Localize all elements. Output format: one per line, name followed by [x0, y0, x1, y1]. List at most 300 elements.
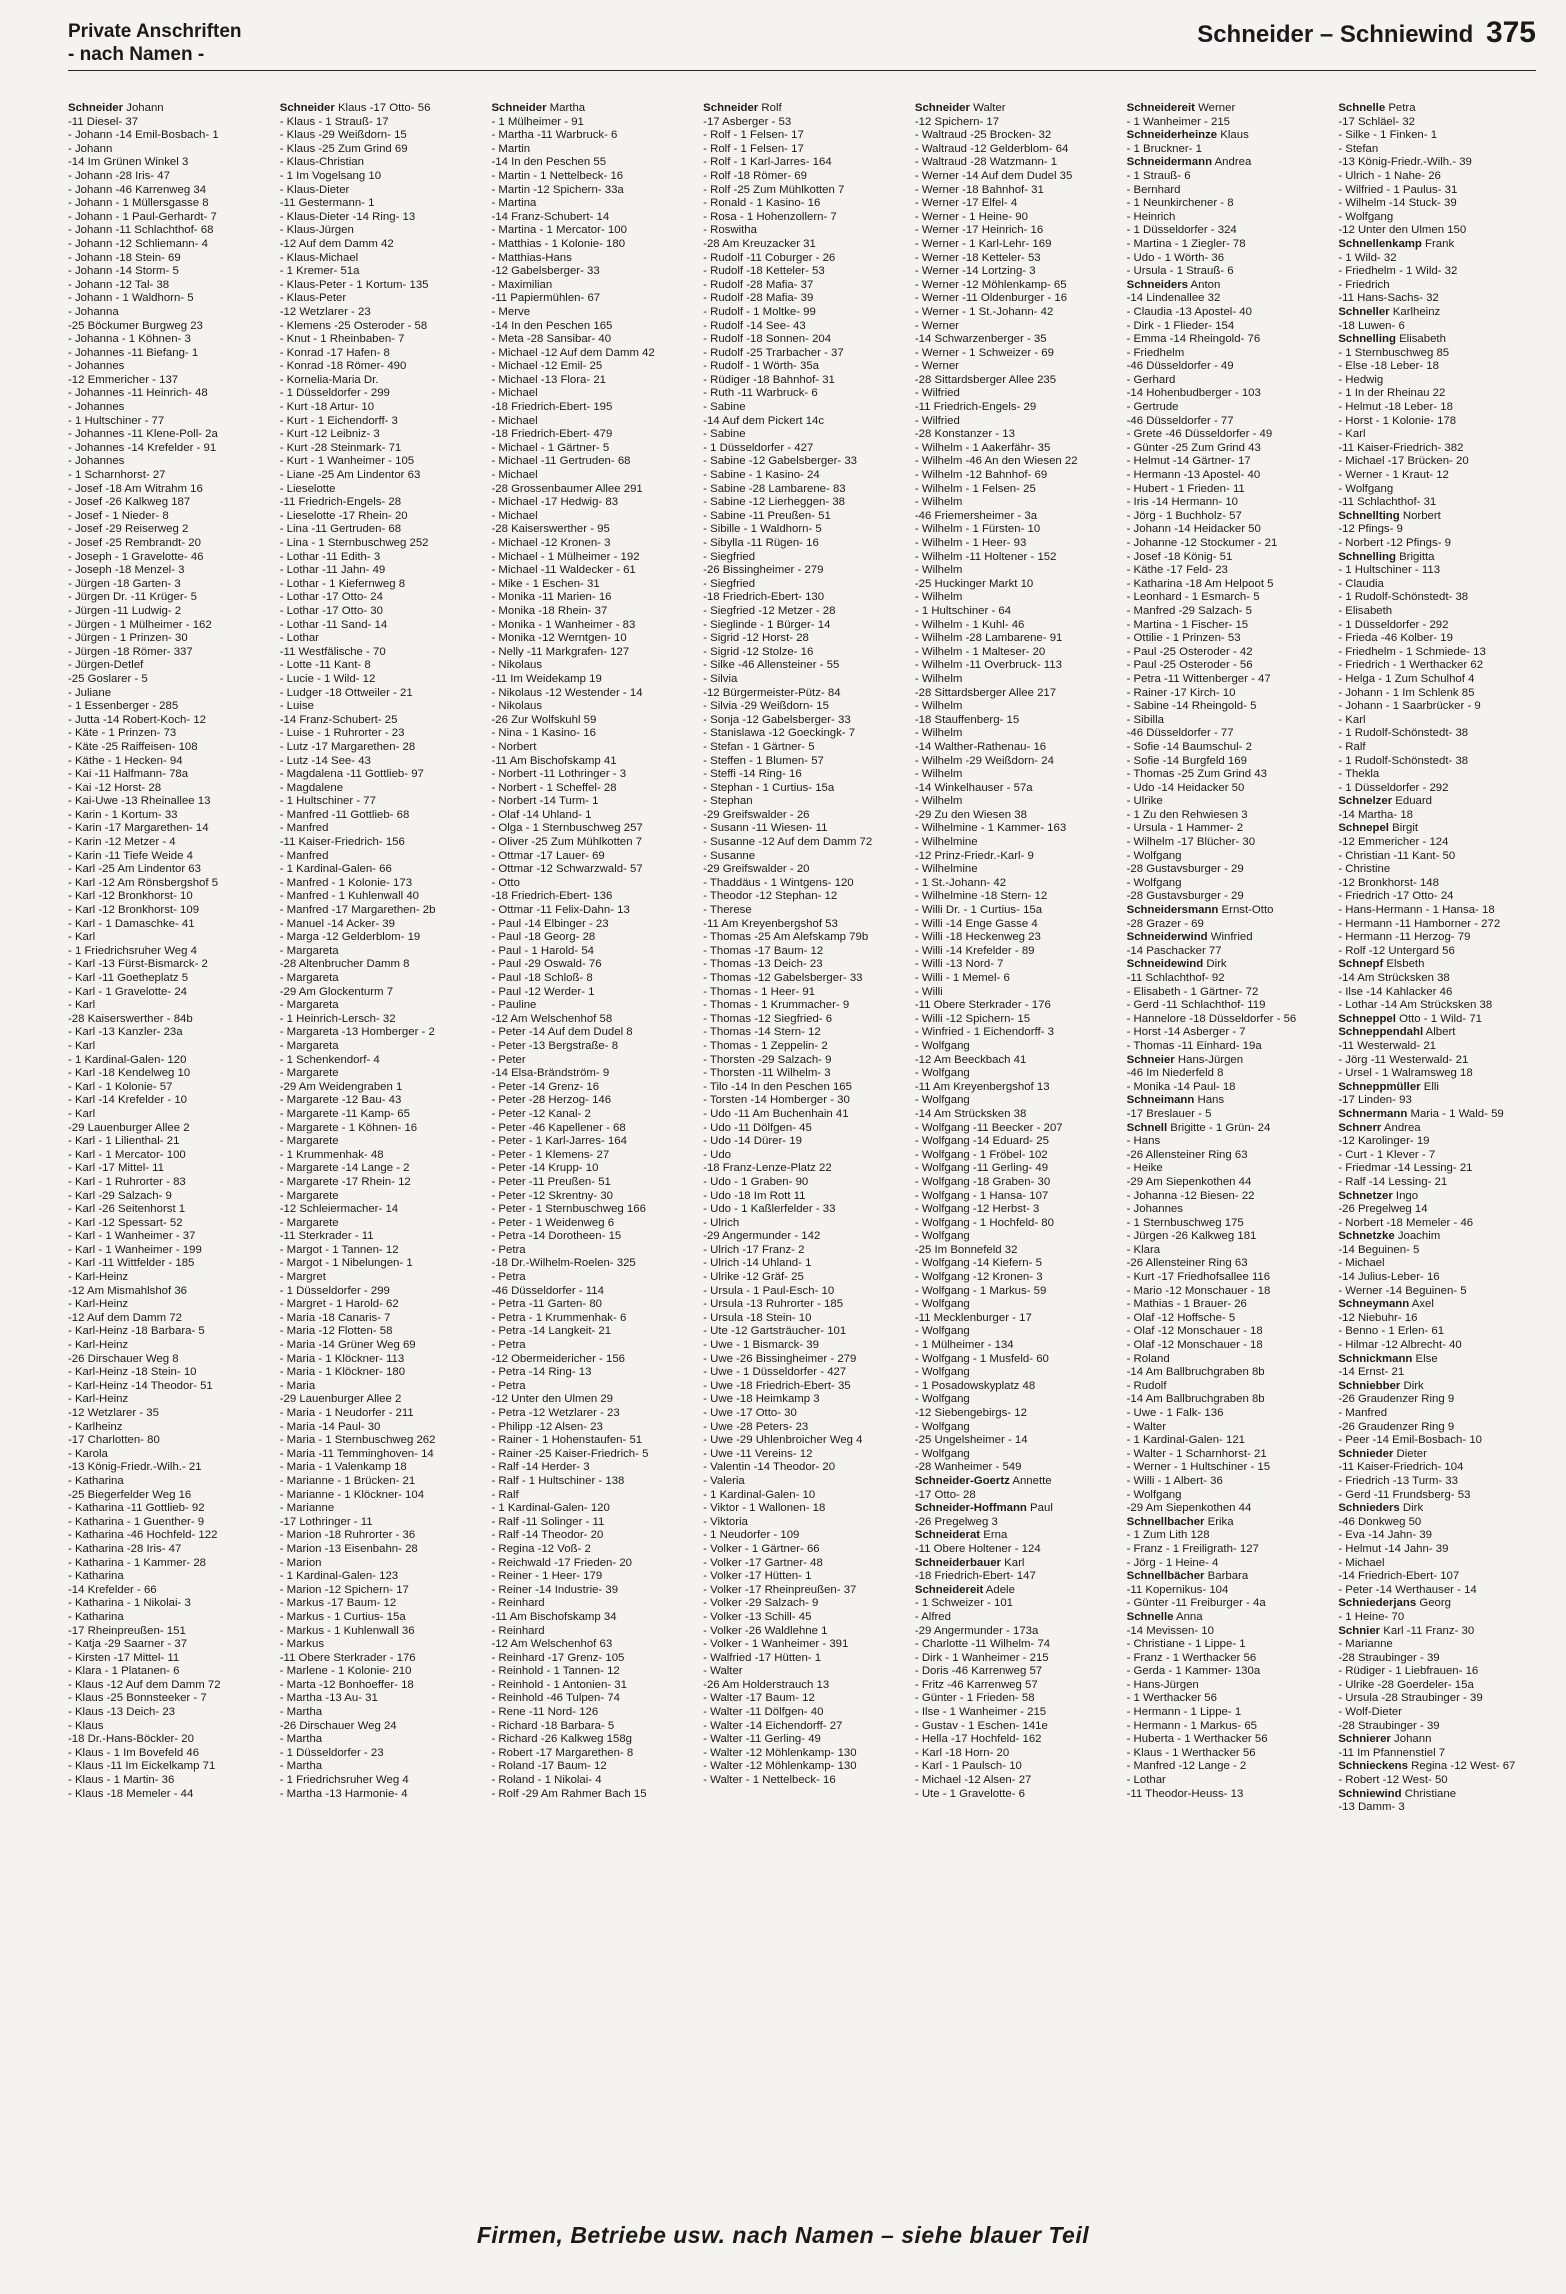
- directory-entry: - Reinhard: [491, 1597, 545, 1610]
- directory-entry: - Martha: [279, 1760, 323, 1773]
- directory-entry: - Marianne: [1338, 1638, 1393, 1651]
- directory-entry: - 1 Düsseldorfer - 427: [703, 441, 814, 454]
- directory-entry: - Wilhelm - 1 Aakerfähr- 35: [914, 441, 1051, 454]
- directory-entry: - Curt - 1 Klever - 7: [1338, 1148, 1436, 1161]
- directory-entry: - Friedrich -17 Otto- 24: [1338, 890, 1454, 903]
- directory-entry: -46 Düsseldorfer - 77: [1126, 414, 1234, 427]
- directory-entry: - Johanne -12 Stockumer - 21: [1126, 537, 1278, 549]
- directory-entry: - Susann -11 Wiesen- 11: [703, 822, 828, 835]
- directory-entry: - Petra -12 Wetzlarer - 23: [491, 1407, 620, 1419]
- directory-entry: - Lotte -11 Kant- 8: [279, 659, 371, 672]
- directory-entry: - Helmut -14 Gärtner- 17: [1126, 455, 1251, 468]
- directory-entry: - Christiane - 1 Lippe- 1: [1126, 1638, 1246, 1651]
- directory-entry: - Wolfgang - 1 Musfeld- 60: [914, 1352, 1049, 1365]
- directory-entry: - Peter -12 Kanal- 2: [491, 1107, 591, 1120]
- directory-entry: Schneier Hans-Jürgen: [1126, 1053, 1244, 1066]
- directory-entry: - Manfred: [279, 822, 329, 835]
- directory-entry: -11 Obere Holtener - 124: [914, 1542, 1041, 1555]
- directory-entry: - Margot - 1 Nibelungen- 1: [279, 1257, 413, 1270]
- directory-entry: - Thomas -11 Einhard- 19a: [1126, 1039, 1262, 1052]
- section-title-line-1: Private Anschriften: [68, 21, 242, 42]
- directory-entry: - 1 Neudorfer - 109: [703, 1529, 800, 1542]
- directory-entry: - Josef -29 Reiserweg 2: [68, 523, 189, 536]
- directory-entry: -29 Zu den Wiesen 38: [914, 808, 1027, 821]
- directory-entry: - Viktoria: [703, 1515, 748, 1528]
- directory-entry: - Johannes -11 Klene-Poll- 2a: [68, 428, 218, 441]
- directory-entry: - Steffi -14 Ring- 16: [703, 768, 802, 781]
- directory-entry: - 1 In der Rheinau 22: [1338, 387, 1446, 400]
- directory-entry: Schniewind Christiane: [1338, 1787, 1457, 1800]
- directory-entry: - Kai-Uwe -13 Rheinallee 13: [68, 795, 211, 808]
- directory-entry: - Manfred -17 Margarethen- 2b: [279, 904, 436, 917]
- directory-entry: - Valentin -14 Theodor- 20: [703, 1461, 836, 1474]
- directory-entry: - Friedhelm - 1 Schmiede- 13: [1338, 645, 1486, 658]
- directory-entry: -18 Friedrich-Ebert- 130: [703, 591, 825, 604]
- directory-entry: -12 Wetzlarer - 23: [279, 305, 371, 318]
- directory-entry: - Werner -18 Ketteler- 53: [914, 251, 1041, 264]
- directory-entry: - Ute -12 Gartsträucher- 101: [703, 1325, 847, 1338]
- directory-entry: - Käthe -17 Feld- 23: [1126, 564, 1228, 577]
- directory-entry: Schnieckens Regina -12 West- 67: [1338, 1760, 1516, 1773]
- directory-entry: -17 Rheinpreußen- 151: [68, 1624, 186, 1637]
- directory-entry: - Reinhold -46 Tulpen- 74: [491, 1692, 620, 1705]
- directory-entry: - Klaus-Michael: [279, 251, 359, 264]
- directory-entry: - 1 Kardinal-Galen- 66: [279, 863, 392, 876]
- directory-entry: -17 Lothringer - 11: [279, 1515, 373, 1528]
- directory-entry: - Waltraud -28 Watzmann- 1: [914, 156, 1058, 169]
- directory-entry: - Olaf -12 Monschauer - 18: [1126, 1325, 1263, 1338]
- directory-entry: - Reinhold - 1 Tannen- 12: [491, 1665, 620, 1678]
- directory-entry: - Michael -11 Waldecker - 61: [491, 564, 636, 577]
- directory-entry: - Thomas - 1 Zeppelin- 2: [703, 1039, 828, 1052]
- directory-entry: - 1 Kremer- 51a: [279, 265, 360, 278]
- directory-entry: -17 Breslauer - 5: [1126, 1107, 1212, 1120]
- directory-entry: - Hans-Hermann - 1 Hansa- 18: [1338, 904, 1495, 917]
- directory-entry: - Volker -17 Rheinpreußen- 37: [703, 1583, 857, 1596]
- directory-entry: Schnickmann Else: [1338, 1352, 1438, 1365]
- directory-entry: - 1 Sternbuschweg 175: [1126, 1216, 1244, 1229]
- directory-entry: - Kornelia-Maria Dr.: [279, 373, 379, 386]
- directory-entry: Schnellbächer Barbara: [1126, 1570, 1249, 1583]
- directory-entry: - Wolfgang: [914, 1366, 970, 1379]
- directory-entry: - Karl-Heinz -18 Barbara- 5: [68, 1325, 205, 1338]
- directory-entry: - Olaf -14 Uhland- 1: [491, 808, 592, 821]
- directory-entry: - Karola: [68, 1447, 108, 1460]
- directory-entry: - Klaus -18 Memeler - 44: [68, 1787, 194, 1800]
- directory-entry: - Wolfgang: [914, 1325, 970, 1338]
- directory-entry: - Maria - 1 Klöckner- 180: [279, 1366, 406, 1379]
- directory-entry: -12 Am Welschenhof 58: [491, 1012, 613, 1025]
- running-head: [1197, 16, 1536, 50]
- directory-entry: - Knut - 1 Rheinbaben- 7: [279, 333, 405, 346]
- directory-entry: -11 Kaiser-Friedrich- 104: [1338, 1461, 1464, 1474]
- directory-entry: - Thomas -25 Zum Grind 43: [1126, 768, 1267, 781]
- directory-entry: -11 Theodor-Heuss- 13: [1126, 1787, 1244, 1800]
- directory-entry: Schniederjans Georg: [1338, 1597, 1452, 1610]
- directory-entry: - Johannes: [68, 360, 125, 373]
- directory-entry: - Sabine - 1 Kasino- 24: [703, 469, 820, 482]
- directory-entry: - Kirsten -17 Mittel- 11: [68, 1651, 180, 1664]
- directory-entry: Schneiderbauer Karl: [914, 1556, 1025, 1569]
- directory-entry: - Karl -25 Am Lindentor 63: [68, 863, 201, 876]
- directory-entry: - Martina: [491, 197, 537, 210]
- directory-entry: -14 Am Strücksken 38: [914, 1107, 1027, 1120]
- directory-entry: - Manfred - 1 Kolonie- 173: [279, 876, 413, 889]
- directory-entry: - Wilfried - 1 Paulus- 31: [1338, 183, 1458, 196]
- directory-entry: - Thomas - 1 Krummacher- 9: [703, 999, 850, 1012]
- directory-entry: -12 Emmericher - 124: [1338, 836, 1449, 849]
- directory-entry: - Martin - 1 Nettelbeck- 16: [491, 169, 624, 182]
- directory-entry: - Ulrike: [1126, 795, 1163, 808]
- directory-entry: - Reiner - 1 Heer- 179: [491, 1570, 603, 1583]
- directory-entry: -11 Am Kreyenbergshof 53: [703, 917, 838, 930]
- directory-entry: - Rainer -17 Kirch- 10: [1126, 686, 1236, 699]
- directory-entry: - Alfred: [914, 1610, 951, 1623]
- directory-entry: - Uwe - 1 Bismarck- 39: [703, 1339, 819, 1352]
- directory-entry: - Johannes -14 Krefelder - 91: [68, 441, 217, 454]
- directory-entry: -26 Dirschauer Weg 8: [68, 1352, 179, 1365]
- directory-entry: - Hans-Jürgen: [1126, 1678, 1199, 1691]
- directory-entry: - Magdalene: [279, 781, 344, 794]
- directory-entry: - Johann - 1 Im Schlenk 85: [1338, 686, 1475, 699]
- directory-entry: -26 Allensteiner Ring 63: [1126, 1257, 1248, 1270]
- directory-entry: - Marga -12 Gelderblom- 19: [279, 931, 421, 944]
- directory-entry: - 1 Kardinal-Galen- 120: [68, 1053, 187, 1066]
- directory-entry: - Marion: [279, 1556, 322, 1569]
- directory-entry: - Katharina - 1 Kammer- 28: [68, 1556, 207, 1569]
- directory-entry: Schneidewind Dirk: [1126, 958, 1227, 971]
- section-title: [68, 20, 242, 66]
- directory-entry: - Uwe -28 Peters- 23: [703, 1420, 809, 1433]
- directory-entry: Schnieders Dirk: [1338, 1502, 1424, 1515]
- directory-entry: - Johann -46 Karrenweg 34: [68, 183, 207, 196]
- directory-entry: - Helga - 1 Zum Schulhof 4: [1338, 672, 1475, 685]
- directory-entry: - Siegfried: [703, 550, 756, 563]
- directory-entry: - Paul -18 Georg- 28: [491, 931, 596, 944]
- directory-entry: - Wolfgang -14 Eduard- 25: [914, 1135, 1049, 1148]
- directory-entry: - Kurt -18 Artur- 10: [279, 401, 375, 414]
- directory-entry: - Walter -12 Möhlenkamp- 130: [703, 1746, 857, 1759]
- directory-entry: - Michael -12 Emil- 25: [491, 360, 603, 373]
- directory-entry: - Olaf -12 Hoffsche- 5: [1126, 1311, 1236, 1324]
- directory-entry: - Jürgen -26 Kalkweg 181: [1126, 1230, 1257, 1243]
- directory-entry: - Karl - 1 Kolonie- 57: [68, 1080, 173, 1093]
- directory-entry: - Grete -46 Düsseldorfer - 49: [1126, 428, 1273, 441]
- directory-entry: Schnetzer Ingo: [1338, 1189, 1419, 1202]
- directory-entry: - Wolfgang - 1 Hochfeld- 80: [914, 1216, 1054, 1229]
- directory-entry: - Michael - 1 Gärtner- 5: [491, 441, 610, 454]
- directory-entry: -17 Otto- 28: [914, 1488, 976, 1501]
- directory-entry: - Käte - 1 Prinzen- 73: [68, 727, 177, 740]
- directory-entry: - Ralf: [1338, 740, 1366, 753]
- directory-entry: Schnell Brigitte - 1 Grün- 24: [1126, 1121, 1271, 1134]
- directory-entry: - Thomas -13 Deich- 23: [703, 958, 823, 971]
- directory-entry: - Rudolf -11 Coburger - 26: [703, 251, 836, 264]
- directory-entry: - 1 Düsseldorfer - 292: [1338, 781, 1449, 794]
- directory-entry: - Kai -12 Horst- 28: [68, 781, 162, 794]
- directory-column: [1338, 102, 1538, 2212]
- directory-entry: - Doris -46 Karrenweg 57: [914, 1665, 1043, 1678]
- directory-entry: - Klaus - 1 Martin- 36: [68, 1774, 175, 1787]
- directory-entry: - Petra: [491, 1243, 526, 1256]
- directory-entry: Schneider-Hoffmann Paul: [914, 1502, 1053, 1515]
- directory-entry: - Günter -11 Freiburger - 4a: [1126, 1597, 1266, 1610]
- directory-entry: - Paul -25 Osteroder - 56: [1126, 659, 1253, 672]
- directory-entry: - Thomas -25 Am Alefskamp 79b: [703, 931, 869, 944]
- directory-entry: - Ralf - 1 Hultschiner - 138: [491, 1474, 625, 1487]
- directory-entry: - Wolfgang: [1126, 876, 1182, 889]
- directory-entry: -25 Ungelsheimer - 14: [914, 1434, 1028, 1447]
- directory-entry: - Margarete: [279, 1189, 339, 1202]
- directory-entry: - Walter: [1126, 1420, 1167, 1433]
- directory-entry: - Markus - 1 Kuhlenwall 36: [279, 1624, 415, 1637]
- directory-entry: - Margarete: [279, 1216, 339, 1229]
- directory-entry: - Monika -11 Marien- 16: [491, 591, 612, 604]
- directory-entry: - Karl - 1 Lilienthal- 21: [68, 1135, 180, 1148]
- directory-entry: - Ursula - 1 Hammer- 2: [1126, 822, 1244, 835]
- directory-entry: - Stefan - 1 Gärtner- 5: [703, 740, 815, 753]
- directory-entry: - Michael: [491, 414, 538, 427]
- directory-entry: - Kurt - 1 Wanheimer - 105: [279, 455, 415, 468]
- directory-entry: -26 Allensteiner Ring 63: [1126, 1148, 1248, 1161]
- directory-entry: -26 Pregelweg 3: [914, 1515, 998, 1528]
- directory-entry: - Walter - 1 Scharnhorst- 21: [1126, 1447, 1267, 1460]
- directory-entry: -28 Konstanzer - 13: [914, 428, 1015, 441]
- directory-entry: - Peter - 1 Karl-Jarres- 164: [491, 1135, 627, 1148]
- directory-entry: -26 Am Holderstrauch 13: [703, 1678, 830, 1691]
- directory-entry: -11 Friedrich-Engels- 29: [914, 401, 1037, 414]
- directory-entry: - Dirk - 1 Flieder- 154: [1126, 319, 1235, 332]
- directory-entry: - Ruth -11 Warbruck- 6: [703, 387, 818, 400]
- directory-entry: - Ursula - 1 Strauß- 6: [1126, 265, 1234, 278]
- directory-entry: -25 Goslarer - 5: [68, 672, 148, 685]
- directory-entry: - Maria -14 Grüner Weg 69: [279, 1339, 416, 1352]
- directory-entry: - 1 Düsseldorfer - 23: [279, 1746, 384, 1759]
- directory-entry: Schnepel Birgit: [1338, 822, 1419, 835]
- directory-entry: - Jürgen -18 Garten- 3: [68, 577, 181, 590]
- directory-entry: - Udo -18 Im Rott 11: [703, 1189, 806, 1202]
- directory-entry: - Norbert: [491, 740, 537, 753]
- directory-entry: - Mike - 1 Eschen- 31: [491, 577, 600, 590]
- directory-entry: - Thekla: [1338, 768, 1380, 781]
- page-number: 375: [1485, 16, 1536, 49]
- directory-entry: - Michael -12 Kronen- 3: [491, 537, 611, 549]
- directory-entry: - Wolfgang -12 Herbst- 3: [914, 1203, 1040, 1216]
- directory-entry: - Klaus -12 Auf dem Damm 72: [68, 1678, 221, 1691]
- directory-entry: - Kurt - 1 Eichendorff- 3: [279, 414, 398, 427]
- name-range: Schneider – Schniewind: [1197, 21, 1474, 48]
- directory-entry: - 1 Friedrichsruher Weg 4: [68, 944, 197, 957]
- directory-entry: Schneymann Axel: [1338, 1298, 1434, 1311]
- directory-entry: -28 Kaiserswerther - 95: [491, 523, 610, 536]
- directory-entry: - Rudolf -18 Ketteler- 53: [703, 265, 825, 278]
- directory-entry: - Michael: [491, 469, 538, 482]
- directory-entry: -11 Hans-Sachs- 32: [1338, 292, 1439, 305]
- directory-entry: - Kurt -12 Leibniz- 3: [279, 428, 380, 441]
- directory-entry: - Maria -12 Flotten- 58: [279, 1325, 393, 1338]
- directory-entry: - 1 Heinrich-Lersch- 32: [279, 1012, 396, 1025]
- directory-entry: -12 Emmericher - 137: [68, 373, 179, 386]
- directory-entry: - Roswitha: [703, 224, 757, 237]
- directory-entry: - Markus - 1 Curtius- 15a: [279, 1610, 406, 1623]
- directory-entry: -14 Winkelhauser - 57a: [914, 781, 1033, 794]
- directory-entry: - Johann -12 Tal- 38: [68, 278, 170, 291]
- directory-entry: - Elisabeth - 1 Gärtner- 72: [1126, 985, 1259, 998]
- directory-entry: -28 Gustavsburger - 29: [1126, 890, 1244, 903]
- directory-entry: - Friedrich -13 Turm- 33: [1338, 1474, 1458, 1487]
- directory-entry: - Lothar -11 Jahn- 49: [279, 564, 386, 577]
- directory-entry: - 1 Schenkendorf- 4: [279, 1053, 380, 1066]
- directory-entry: -25 Im Bonnefeld 32: [914, 1243, 1018, 1256]
- directory-entry: - Therese: [703, 904, 752, 917]
- directory-entry: - Uwe -17 Otto- 30: [703, 1407, 797, 1419]
- directory-entry: - Karlheinz: [68, 1420, 123, 1433]
- directory-entry: -29 Greifswalder - 20: [703, 863, 810, 876]
- directory-entry: - Peter - 1 Sternbuschweg 166: [491, 1203, 646, 1216]
- directory-entry: - Karl - 1 Mercator- 100: [68, 1148, 186, 1161]
- directory-entry: - Katharina - 1 Nikolai- 3: [68, 1597, 191, 1610]
- directory-entry: - Uwe -18 Heimkamp 3: [703, 1393, 820, 1406]
- directory-entry: - Michael -13 Flora- 21: [491, 373, 607, 386]
- directory-entry: - Klaus -11 Im Eickelkamp 71: [68, 1760, 216, 1773]
- directory-entry: -13 König-Friedr.-Wilh.- 39: [1338, 156, 1472, 169]
- directory-entry: - Luise: [279, 700, 314, 713]
- directory-entry: -18 Friedrich-Ebert- 195: [491, 401, 613, 414]
- directory-entry: -17 Asberger - 53: [703, 115, 792, 128]
- directory-entry: - Markus: [279, 1638, 325, 1651]
- directory-entry: - Huberta - 1 Werthacker 56: [1126, 1733, 1268, 1746]
- directory-entry: -14 Elsa-Brändström- 9: [491, 1067, 610, 1080]
- directory-entry: - Johann -11 Schlachthof- 68: [68, 224, 214, 237]
- directory-entry: - Paul -12 Werder- 1: [491, 985, 595, 998]
- directory-entry: - Sibilla: [1126, 713, 1164, 726]
- directory-entry: -14 Am Ballbruchgraben 8b: [1126, 1393, 1265, 1406]
- directory-entry: - Klaus - 1 Strauß- 17: [279, 115, 389, 128]
- directory-entry: - Bernhard: [1126, 183, 1181, 196]
- directory-entry: Schnierer Johann: [1338, 1733, 1432, 1746]
- directory-entry: -18 Friedrich-Ebert- 479: [491, 428, 613, 441]
- directory-entry: - Waltraud -12 Gelderblom- 64: [914, 142, 1069, 155]
- directory-entry: - Maria - 1 Klöckner- 113: [279, 1352, 405, 1365]
- directory-entry: - Wilhelm -12 Bahnhof- 69: [914, 469, 1048, 482]
- directory-entry: -18 Stauffenberg- 15: [914, 713, 1020, 726]
- directory-entry: -11 Im Pfannenstiel 7: [1338, 1746, 1446, 1759]
- directory-entry: - Klaus: [68, 1719, 104, 1732]
- directory-entry: - Wilhelm -11 Holtener - 152: [914, 550, 1057, 563]
- directory-entry: - Michael: [491, 509, 538, 522]
- directory-entry: - Günter -25 Zum Grind 43: [1126, 441, 1261, 454]
- directory-entry: -11 Kaiser-Friedrich- 382: [1338, 441, 1464, 454]
- directory-entry: - Thomas -12 Siegfried- 6: [703, 1012, 833, 1025]
- directory-entry: - Peter -46 Kapellener - 68: [491, 1121, 626, 1134]
- directory-entry: -29 Angermunder - 142: [703, 1230, 821, 1243]
- directory-entry: - Wilhelm: [914, 564, 963, 577]
- directory-entry: - Karl -26 Seitenhorst 1: [68, 1203, 186, 1216]
- directory-entry: - Werner: [914, 360, 959, 373]
- directory-entry: Schneidermann Andrea: [1126, 156, 1252, 169]
- directory-entry: - Maria - 1 Valenkamp 18: [279, 1461, 407, 1474]
- directory-entry: - Maximilian: [491, 278, 553, 291]
- directory-entry: -46 Düsseldorfer - 114: [491, 1284, 604, 1297]
- directory-entry: - Willi -14 Krefelder - 89: [914, 944, 1035, 957]
- directory-entry: - Paul - 1 Harold- 54: [491, 944, 594, 957]
- directory-entry: - Wolfgang: [1338, 210, 1394, 223]
- directory-entry: - 1 Hultschiner - 113: [1338, 564, 1441, 577]
- directory-entry: -18 Luwen- 6: [1338, 319, 1405, 332]
- directory-entry: - 1 Kardinal-Galen- 10: [703, 1488, 816, 1501]
- directory-entry: - Katharina: [68, 1570, 124, 1583]
- directory-entry: -25 Huckinger Markt 10: [914, 577, 1034, 590]
- directory-entry: - Christine: [1338, 863, 1391, 876]
- directory-entry: -18 Friedrich-Ebert- 136: [491, 890, 613, 903]
- directory-entry: - Hermann -11 Herzog- 79: [1338, 931, 1471, 944]
- directory-entry: - Karl: [1338, 713, 1366, 726]
- directory-entry: - Udo - 1 Wörth- 36: [1126, 251, 1225, 264]
- directory-entry: - Wolfgang: [914, 1447, 970, 1460]
- directory-entry: - Rainer - 1 Hohenstaufen- 51: [491, 1434, 643, 1447]
- directory-entry: - Wilhelmine - 1 Kammer- 163: [914, 822, 1067, 835]
- directory-entry: - 1 Zum Lith 128: [1126, 1529, 1210, 1542]
- directory-entry: - Marion -12 Spichern- 17: [279, 1583, 409, 1596]
- directory-entry: -14 Walther-Rathenau- 16: [914, 740, 1047, 753]
- directory-entry: - Rolf - 1 Felsen- 17: [703, 129, 804, 142]
- directory-entry: - Karl-Heinz: [68, 1339, 129, 1352]
- directory-entry: - Christian -11 Kant- 50: [1338, 849, 1456, 862]
- directory-entry: - Otto: [491, 876, 520, 889]
- directory-entry: - Johannes: [68, 401, 125, 414]
- directory-entry: - Johann - 1 Paul-Gerhardt- 7: [68, 210, 217, 223]
- directory-entry: -11 Schlachthof- 92: [1126, 972, 1225, 984]
- directory-entry: - Wilhelmine: [914, 863, 978, 876]
- directory-entry: Schniebber Dirk: [1338, 1379, 1424, 1392]
- directory-entry: -13 König-Friedr.-Wilh.- 21: [68, 1461, 202, 1474]
- directory-entry: - Rolf - 1 Karl-Jarres- 164: [703, 156, 832, 169]
- directory-entry: - Rüdiger - 1 Liebfrauen- 16: [1338, 1665, 1479, 1678]
- directory-entry: - Marion -13 Eisenbahn- 28: [279, 1542, 418, 1555]
- directory-entry: - 1 Hultschiner - 77: [279, 795, 376, 808]
- directory-entry: - Johannes -11 Heinrich- 48: [68, 387, 208, 400]
- directory-entry: - Johann -14 Storm- 5: [68, 265, 179, 278]
- directory-entry: - 1 Wild- 32: [1338, 251, 1397, 264]
- directory-entry: - Udo -14 Heidacker 50: [1126, 781, 1245, 794]
- directory-entry: -11 Kaiser-Friedrich- 156: [279, 836, 405, 849]
- directory-entry: -29 Lauenburger Allee 2: [68, 1121, 190, 1134]
- directory-entry: - Sieglinde - 1 Bürger- 14: [703, 618, 831, 631]
- directory-entry: - Wilhelm -17 Blücher- 30: [1126, 836, 1256, 849]
- directory-entry: - Karin -11 Tiefe Weide 4: [68, 849, 193, 862]
- directory-entry: -12 Pfings- 9: [1338, 523, 1403, 536]
- directory-entry: - Mario -12 Monschauer - 18: [1126, 1284, 1271, 1297]
- directory-entry: - Johanna -12 Biesen- 22: [1126, 1189, 1255, 1202]
- directory-entry: -14 Krefelder - 66: [68, 1583, 157, 1596]
- directory-entry: - Manfred - 1 Kuhlenwall 40: [279, 890, 420, 903]
- directory-entry: Schneiderwind Winfried: [1126, 931, 1253, 944]
- directory-entry: - Ursula -13 Ruhrorter - 185: [703, 1298, 844, 1311]
- directory-entry: -18 Dr.-Hans-Böckler- 20: [68, 1733, 194, 1746]
- directory-entry: - Iris -14 Hermann- 10: [1126, 496, 1239, 509]
- directory-entry: - Marion -18 Ruhrorter - 36: [279, 1529, 416, 1542]
- directory-entry: - Jörg -11 Westerwald- 21: [1338, 1053, 1469, 1066]
- directory-entry: - Margareta: [279, 999, 339, 1012]
- directory-entry: - Karl-Heinz: [68, 1271, 129, 1284]
- directory-entry: - Jürgen -11 Ludwig- 2: [68, 604, 182, 617]
- directory-entry: Schnier Karl -11 Franz- 30: [1338, 1624, 1475, 1637]
- directory-entry: - Nelly -11 Markgrafen- 127: [491, 645, 630, 658]
- directory-entry: - Sabine -11 Preußen- 51: [703, 509, 831, 522]
- directory-entry: - Konrad -17 Hafen- 8: [279, 346, 390, 359]
- directory-entry: - Nikolaus: [491, 700, 543, 713]
- directory-entry: - Friedmar -14 Lessing- 21: [1338, 1162, 1473, 1175]
